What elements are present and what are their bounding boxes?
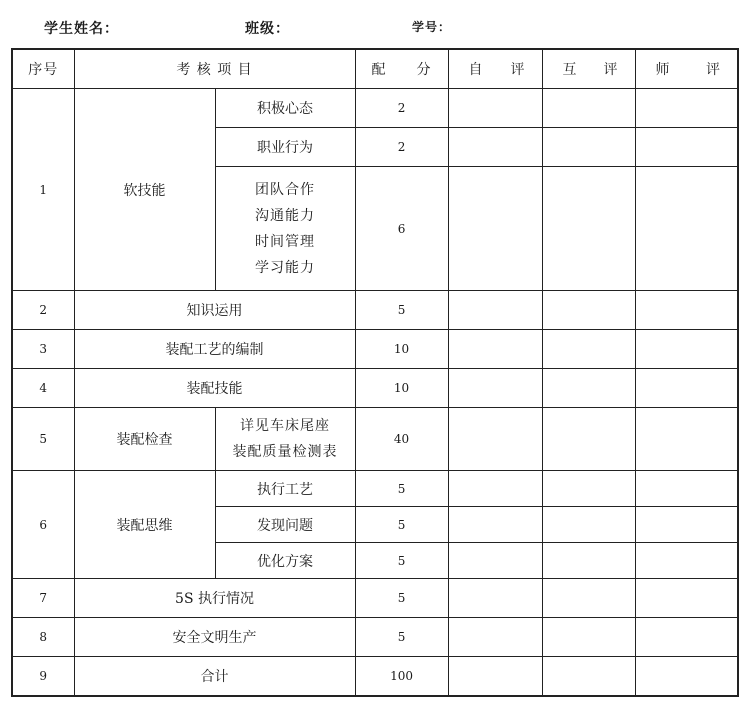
teacher-eval-cell[interactable] xyxy=(635,167,738,291)
peer-eval-cell[interactable] xyxy=(542,167,635,291)
table-row xyxy=(12,408,738,471)
row-item: 合计 xyxy=(74,657,355,696)
table-row xyxy=(12,291,738,330)
row-score: 5 xyxy=(355,471,448,507)
peer-eval-cell[interactable] xyxy=(542,89,635,128)
peer-eval-cell[interactable] xyxy=(542,618,635,657)
teacher-eval-cell[interactable] xyxy=(635,89,738,128)
row-score: 10 xyxy=(355,330,448,369)
table-row xyxy=(12,330,738,369)
self-eval-cell[interactable] xyxy=(448,330,542,369)
row-index: 8 xyxy=(12,618,74,657)
table-row xyxy=(12,618,738,657)
self-eval-cell[interactable] xyxy=(448,291,542,330)
self-eval-cell[interactable] xyxy=(448,579,542,618)
row-score: 2 xyxy=(355,128,448,167)
row-subitem: 执行工艺 xyxy=(215,471,355,507)
peer-eval-cell[interactable] xyxy=(542,369,635,408)
row-index: 7 xyxy=(12,579,74,618)
row-score: 100 xyxy=(355,657,448,696)
student-name-label: 学生姓名： xyxy=(44,21,119,37)
row-subitem-list: 详见车床尾座 装配质量检测表 xyxy=(215,408,355,471)
row-category: 软技能 xyxy=(74,89,215,291)
peer-eval-cell[interactable] xyxy=(542,657,635,696)
peer-eval-cell[interactable] xyxy=(542,471,635,507)
header-peer-eval: 互 评 xyxy=(542,49,635,89)
row-category: 装配检查 xyxy=(74,408,215,471)
self-eval-cell[interactable] xyxy=(448,543,542,579)
header-row xyxy=(12,49,738,89)
row-item: 知识运用 xyxy=(74,291,355,330)
student-id-label: 学号： xyxy=(412,20,452,34)
row-index: 3 xyxy=(12,330,74,369)
row-score: 5 xyxy=(355,507,448,543)
self-eval-cell[interactable] xyxy=(448,471,542,507)
row-item: 5S 执行情况 xyxy=(74,579,355,618)
row-subitem: 积极心态 xyxy=(215,89,355,128)
self-eval-cell[interactable] xyxy=(448,507,542,543)
peer-eval-cell[interactable] xyxy=(542,579,635,618)
peer-eval-cell[interactable] xyxy=(542,543,635,579)
teacher-eval-cell[interactable] xyxy=(635,369,738,408)
row-score: 5 xyxy=(355,543,448,579)
row-index: 1 xyxy=(12,89,74,291)
peer-eval-cell[interactable] xyxy=(542,291,635,330)
row-subitem: 发现问题 xyxy=(215,507,355,543)
teacher-eval-cell[interactable] xyxy=(635,507,738,543)
row-score: 6 xyxy=(355,167,448,291)
row-category: 装配思维 xyxy=(74,471,215,579)
row-score: 10 xyxy=(355,369,448,408)
header-index: 序号 xyxy=(12,49,74,89)
header-teacher-eval: 师 评 xyxy=(635,49,738,89)
header-score: 配 分 xyxy=(355,49,448,89)
self-eval-cell[interactable] xyxy=(448,369,542,408)
teacher-eval-cell[interactable] xyxy=(635,408,738,471)
row-index: 5 xyxy=(12,408,74,471)
header-item: 考 核 项 目 xyxy=(74,49,355,89)
row-index: 6 xyxy=(12,471,74,579)
row-item: 装配工艺的编制 xyxy=(74,330,355,369)
row-item: 装配技能 xyxy=(74,369,355,408)
row-index: 2 xyxy=(12,291,74,330)
self-eval-cell[interactable] xyxy=(448,408,542,471)
self-eval-cell[interactable] xyxy=(448,128,542,167)
teacher-eval-cell[interactable] xyxy=(635,618,738,657)
self-eval-cell[interactable] xyxy=(448,167,542,291)
teacher-eval-cell[interactable] xyxy=(635,543,738,579)
table-row xyxy=(12,471,738,507)
row-score: 2 xyxy=(355,89,448,128)
table-row xyxy=(12,369,738,408)
self-eval-cell[interactable] xyxy=(448,657,542,696)
peer-eval-cell[interactable] xyxy=(542,128,635,167)
teacher-eval-cell[interactable] xyxy=(635,291,738,330)
row-subitem: 职业行为 xyxy=(215,128,355,167)
teacher-eval-cell[interactable] xyxy=(635,330,738,369)
row-subitem: 优化方案 xyxy=(215,543,355,579)
self-eval-cell[interactable] xyxy=(448,89,542,128)
table-row xyxy=(12,579,738,618)
class-label: 班级： xyxy=(245,21,290,37)
row-index: 9 xyxy=(12,657,74,696)
row-score: 5 xyxy=(355,291,448,330)
peer-eval-cell[interactable] xyxy=(542,507,635,543)
assessment-table xyxy=(11,48,739,697)
teacher-eval-cell[interactable] xyxy=(635,128,738,167)
table-row xyxy=(12,89,738,128)
row-item: 安全文明生产 xyxy=(74,618,355,657)
peer-eval-cell[interactable] xyxy=(542,408,635,471)
teacher-eval-cell[interactable] xyxy=(635,471,738,507)
teacher-eval-cell[interactable] xyxy=(635,579,738,618)
row-score: 5 xyxy=(355,618,448,657)
header-self-eval: 自 评 xyxy=(448,49,542,89)
teacher-eval-cell[interactable] xyxy=(635,657,738,696)
row-index: 4 xyxy=(12,369,74,408)
peer-eval-cell[interactable] xyxy=(542,330,635,369)
self-eval-cell[interactable] xyxy=(448,618,542,657)
row-score: 5 xyxy=(355,579,448,618)
row-score: 40 xyxy=(355,408,448,471)
row-subitem-list: 团队合作 沟通能力 时间管理 学习能力 xyxy=(215,167,355,291)
table-row xyxy=(12,657,738,696)
